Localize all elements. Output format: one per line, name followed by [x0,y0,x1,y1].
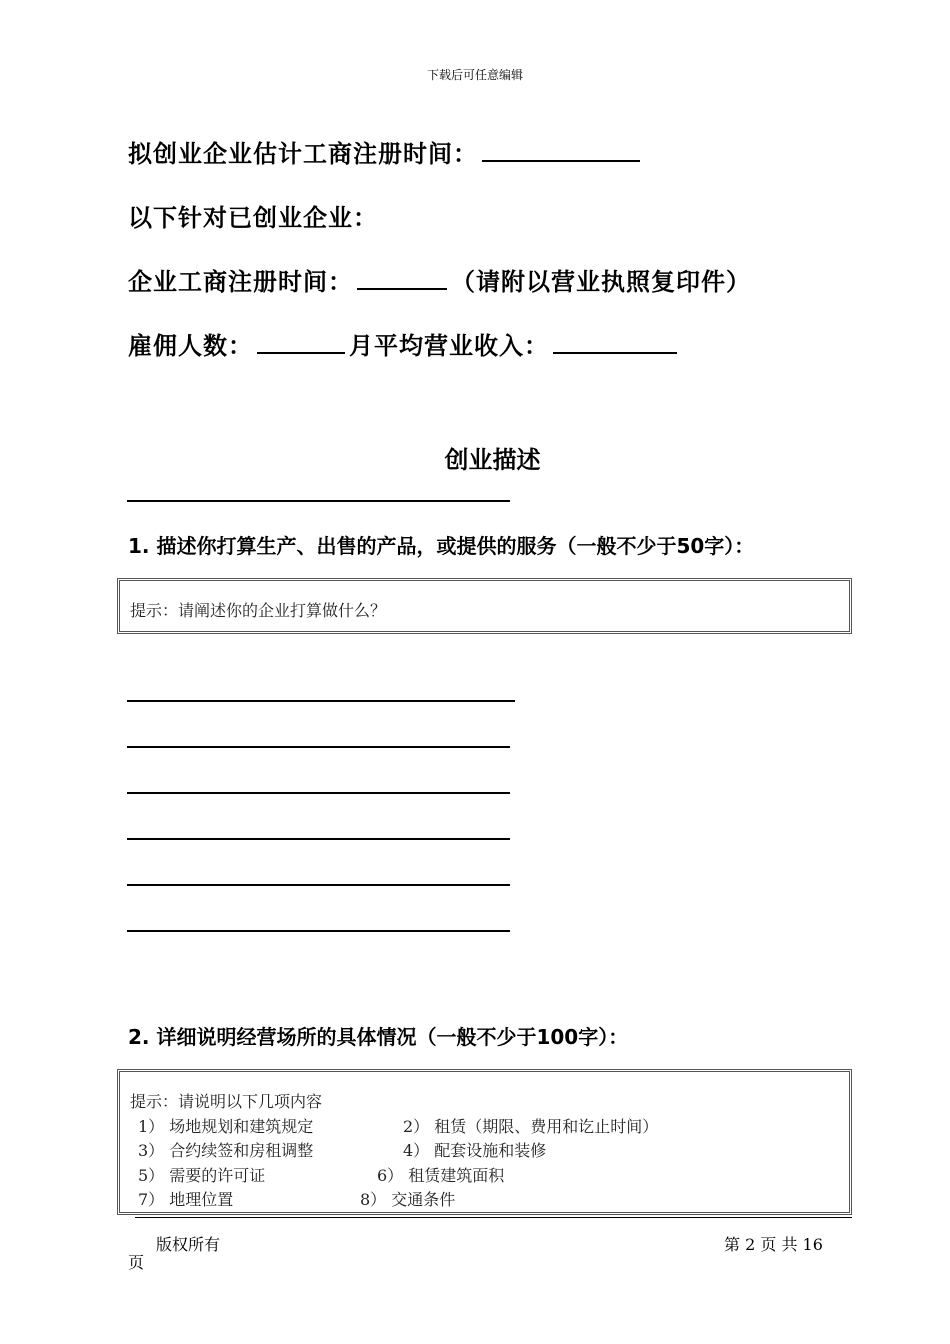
section-rule [127,500,510,502]
planned-registration-blank[interactable] [482,138,640,162]
footer-page-info: 第 2 页 共 16 [724,1235,823,1254]
section-title: 创业描述 [444,446,541,474]
hint-box-1 [117,578,852,634]
hint-2-item: 4） 配套设施和装修 [403,1141,547,1160]
hint-1-text: 提示：请阐述你的企业打算做什么？ [130,601,387,620]
employees-label: 雇佣人数： [128,332,253,360]
registration-time-blank[interactable] [357,266,447,290]
hint-2-item: 6） 租赁建筑面积 [377,1166,505,1185]
answer-line[interactable] [127,700,515,702]
hint-2-title: 提示：请说明以下几项内容 [130,1092,323,1111]
monthly-revenue-blank[interactable] [553,330,677,354]
header-note: 下载后可任意编辑 [426,68,523,82]
monthly-revenue-label: 月平均营业收入： [349,332,549,360]
hint-2-item: 2） 租赁（期限、费用和讫止时间） [403,1117,659,1136]
footer-page-suffix: 页 [128,1253,145,1272]
existing-enterprise-intro: 以下针对已创业企业： [128,204,378,232]
hint-box-2 [117,1069,852,1215]
footer-rule [135,1217,852,1218]
registration-time-label: 企业工商注册时间： [128,268,353,296]
answer-line[interactable] [127,884,510,886]
hint-2-item: 5） 需要的许可证 [138,1166,266,1185]
footer-copyright: 版权所有 [156,1235,221,1254]
hint-2-item: 7） 地理位置 [138,1190,234,1209]
question-2-label: 2. 详细说明经营场所的具体情况（一般不少于100字）： [128,1025,629,1049]
planned-registration-row [128,134,644,169]
registration-note: （请附以营业执照复印件） [451,268,751,296]
registration-row [128,262,751,297]
employees-blank[interactable] [257,330,345,354]
hint-2-item: 1） 场地规划和建筑规定 [138,1117,314,1136]
answer-line[interactable] [127,838,510,840]
employees-revenue-row [128,326,681,361]
question-1-label: 1. 描述你打算生产、出售的产品，或提供的服务（一般不少于50字）： [128,534,755,558]
planned-registration-label: 拟创业企业估计工商注册时间： [128,140,478,168]
answer-line[interactable] [127,930,510,932]
answer-line[interactable] [127,792,510,794]
hint-2-item: 8） 交通条件 [360,1190,456,1209]
hint-2-item: 3） 合约续签和房租调整 [138,1141,314,1160]
answer-line[interactable] [127,746,510,748]
